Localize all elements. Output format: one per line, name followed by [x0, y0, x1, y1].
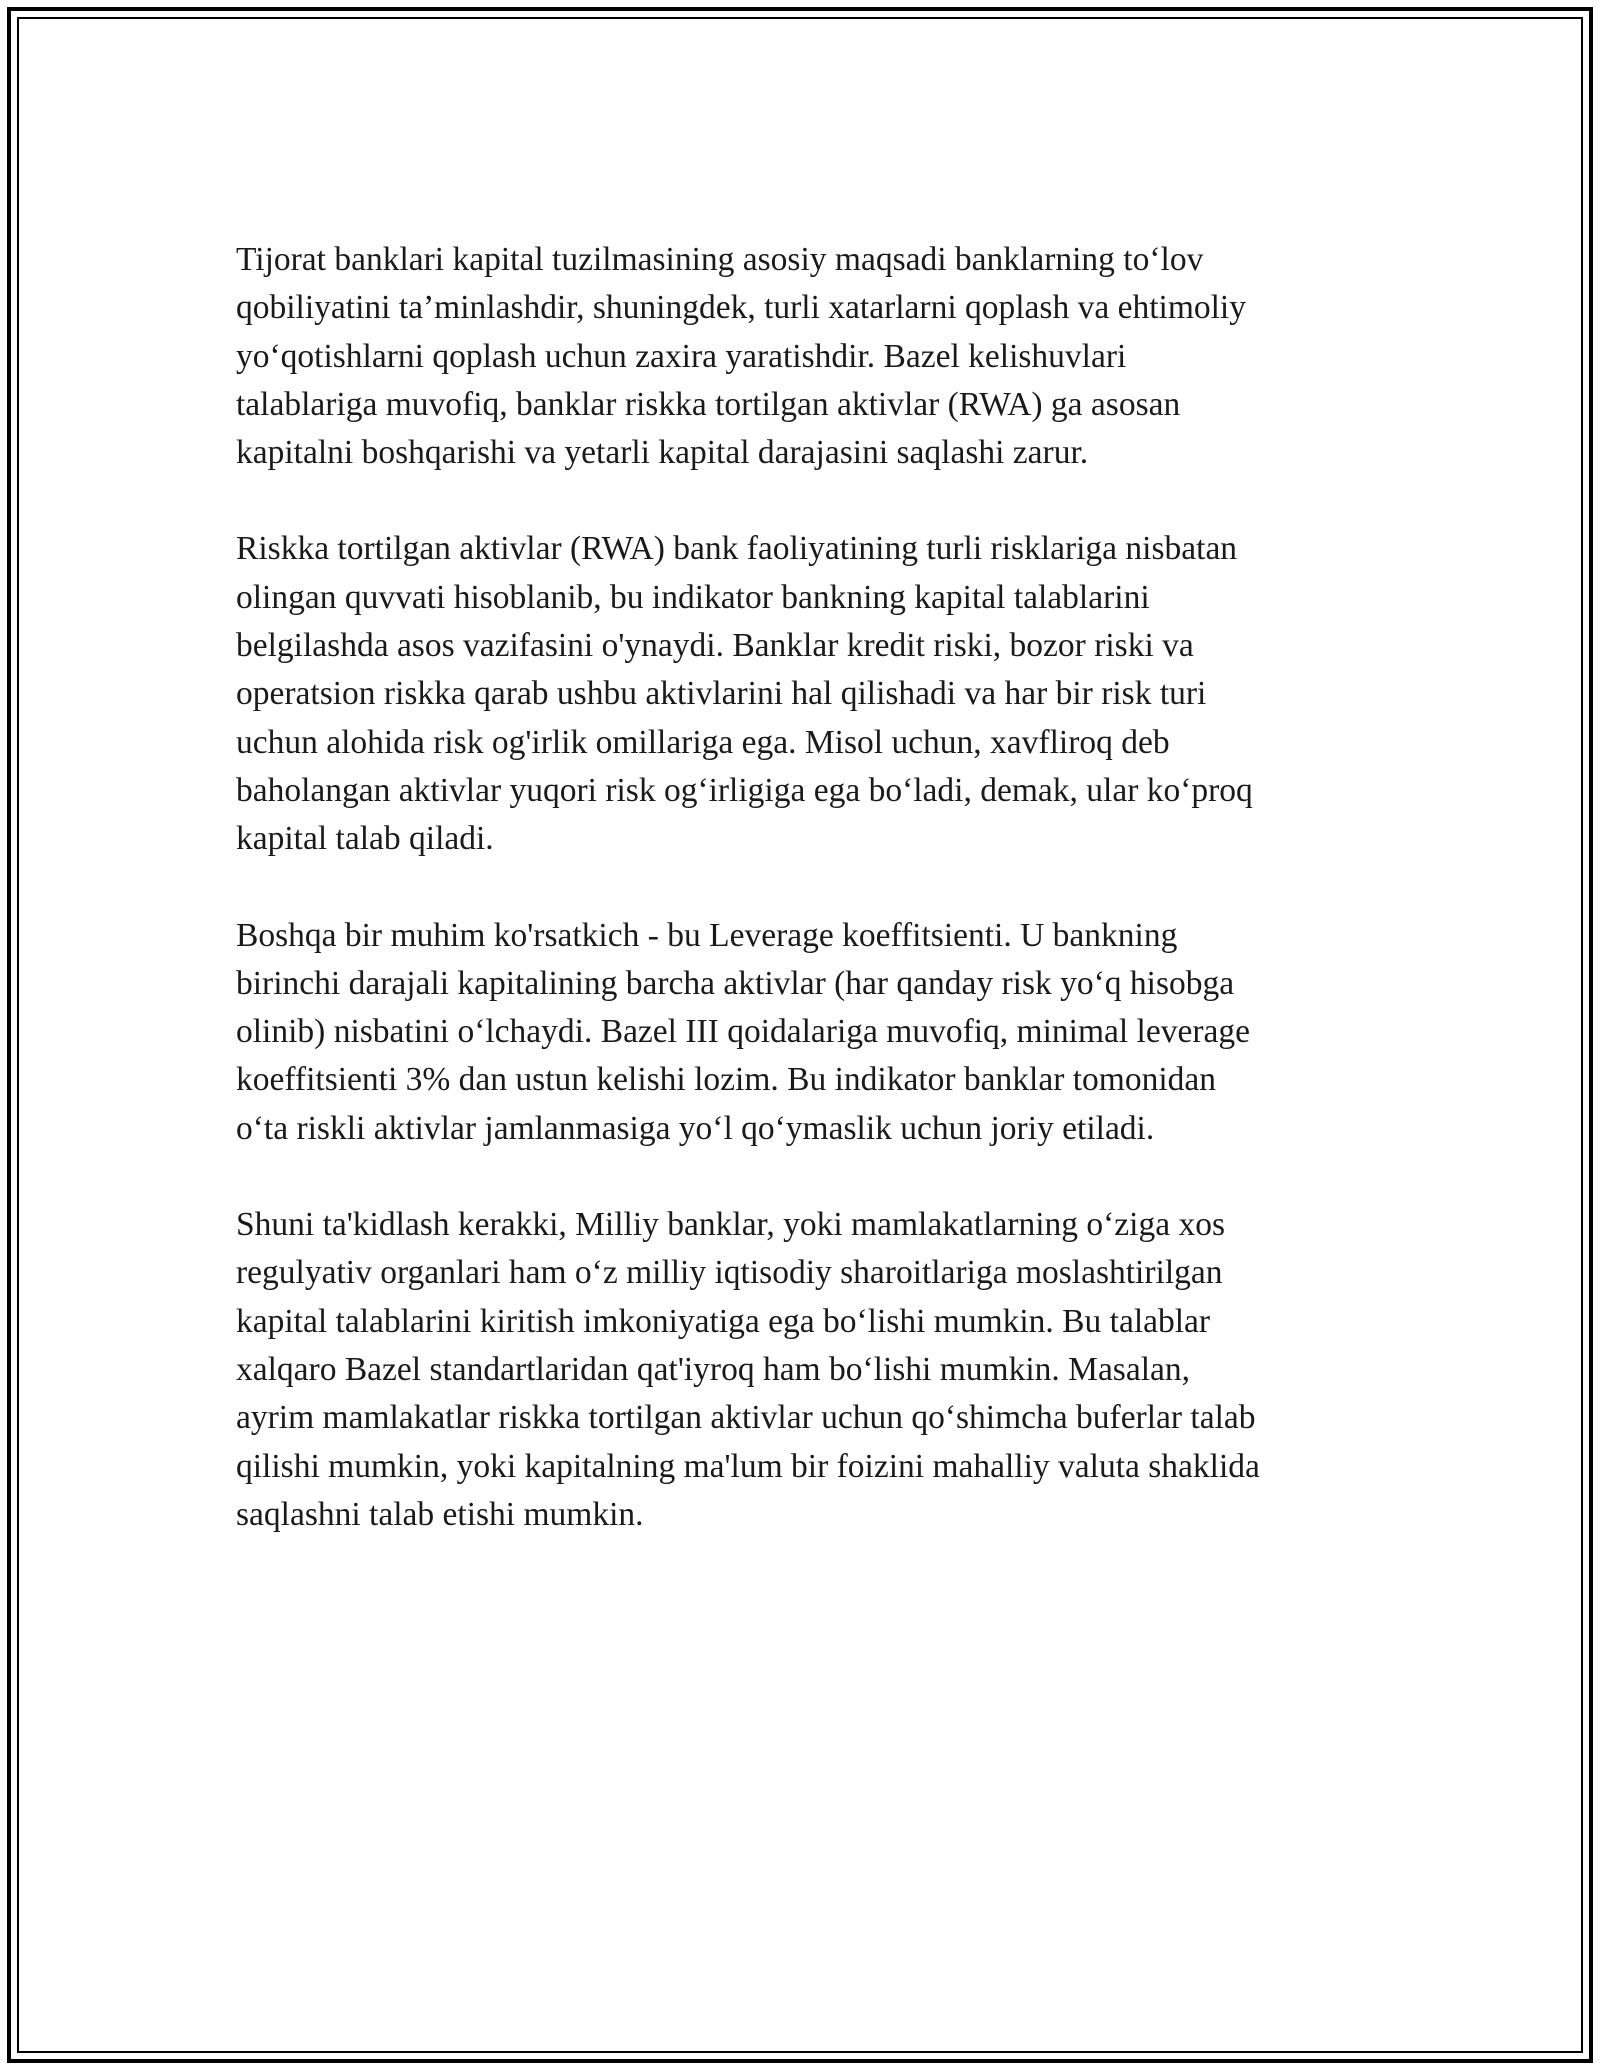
text-line: Shuni ta'kidlash kerakki, Milliy banklar, yoki mamlakatlarning o‘ziga xos: [236, 1206, 1226, 1244]
text-line: olinib) nisbatini o‘lchaydi. Bazel III qoidalariga muvofiq, minimal leverage: [236, 1013, 1250, 1051]
paragraph-rwa: [236, 525, 1366, 863]
text-line: Tijorat banklari kapital tuzilmasining asosiy maqsadi banklarning to‘lov: [236, 241, 1204, 278]
text-line: o‘ta riskli aktivlar jamlanmasiga yo‘l qo‘ymaslik uchun joriy etiladi.: [236, 1109, 1155, 1147]
text-line: qilishi mumkin, yoki kapitalning ma'lum bir foizini mahalliy valuta shaklida: [236, 1447, 1260, 1485]
text-line: ayrim mamlakatlar riskka tortilgan aktivlar uchun qo‘shimcha buferlar talab: [236, 1399, 1256, 1437]
text-line: uchun alohida risk og'irlik omillariga ega. Misol uchun, xavfliroq deb: [236, 723, 1170, 761]
text-line: xalqaro Bazel standartlaridan qat'iyroq ham bo‘lishi mumkin. Masalan,: [236, 1350, 1191, 1388]
document-body: [236, 236, 1366, 1587]
paragraph-national-requirements: [236, 1201, 1366, 1539]
text-line: qobiliyatini ta’minlashdir, shuningdek, turli xatarlarni qoplash va ehtimoliy: [236, 289, 1246, 327]
text-line: yo‘qotishlarni qoplash uchun zaxira yaratishdir. Bazel kelishuvlari: [236, 337, 1127, 375]
text-line: birinchi darajali kapitalining barcha aktivlar (har qanday risk yo‘q hisobga: [236, 964, 1235, 1002]
text-line: regulyativ organlari ham o‘z milliy iqtisodiy sharoitlariga moslashtirilgan: [236, 1254, 1223, 1292]
text-line: koeffitsienti 3% dan ustun kelishi lozim. Bu indikator banklar tomonidan: [236, 1061, 1217, 1099]
text-line: Boshqa bir muhim ko'rsatkich - bu Leverage koeffitsienti. U bankning: [236, 916, 1178, 954]
text-line: Riskka tortilgan aktivlar (RWA) bank faoliyatining turli risklariga nisbatan: [236, 530, 1238, 568]
paragraph-capital-structure: [236, 236, 1366, 477]
text-line: belgilashda asos vazifasini o'ynaydi. Banklar kredit riski, bozor riski va: [236, 627, 1194, 665]
text-line: operatsion riskka qarab ushbu aktivlarini hal qilishadi va har bir risk turi: [236, 675, 1207, 713]
text-line: talablariga muvofiq, banklar riskka tortilgan aktivlar (RWA) ga asosan: [236, 385, 1181, 423]
text-line: saqlashni talab etishi mumkin.: [236, 1495, 644, 1533]
text-line: kapital talab qiladi.: [236, 820, 494, 858]
text-line: baholangan aktivlar yuqori risk og‘irligiga ega bo‘ladi, demak, ular ko‘proq: [236, 771, 1253, 809]
text-line: olingan quvvati hisoblanib, bu indikator bankning kapital talablarini: [236, 578, 1150, 616]
text-line: kapital talablarini kiritish imkoniyatiga ega bo‘lishi mumkin. Bu talablar: [236, 1302, 1211, 1340]
paragraph-leverage: [236, 912, 1366, 1153]
text-line: kapitalni boshqarishi va yetarli kapital darajasini saqlashi zarur.: [236, 434, 1089, 472]
